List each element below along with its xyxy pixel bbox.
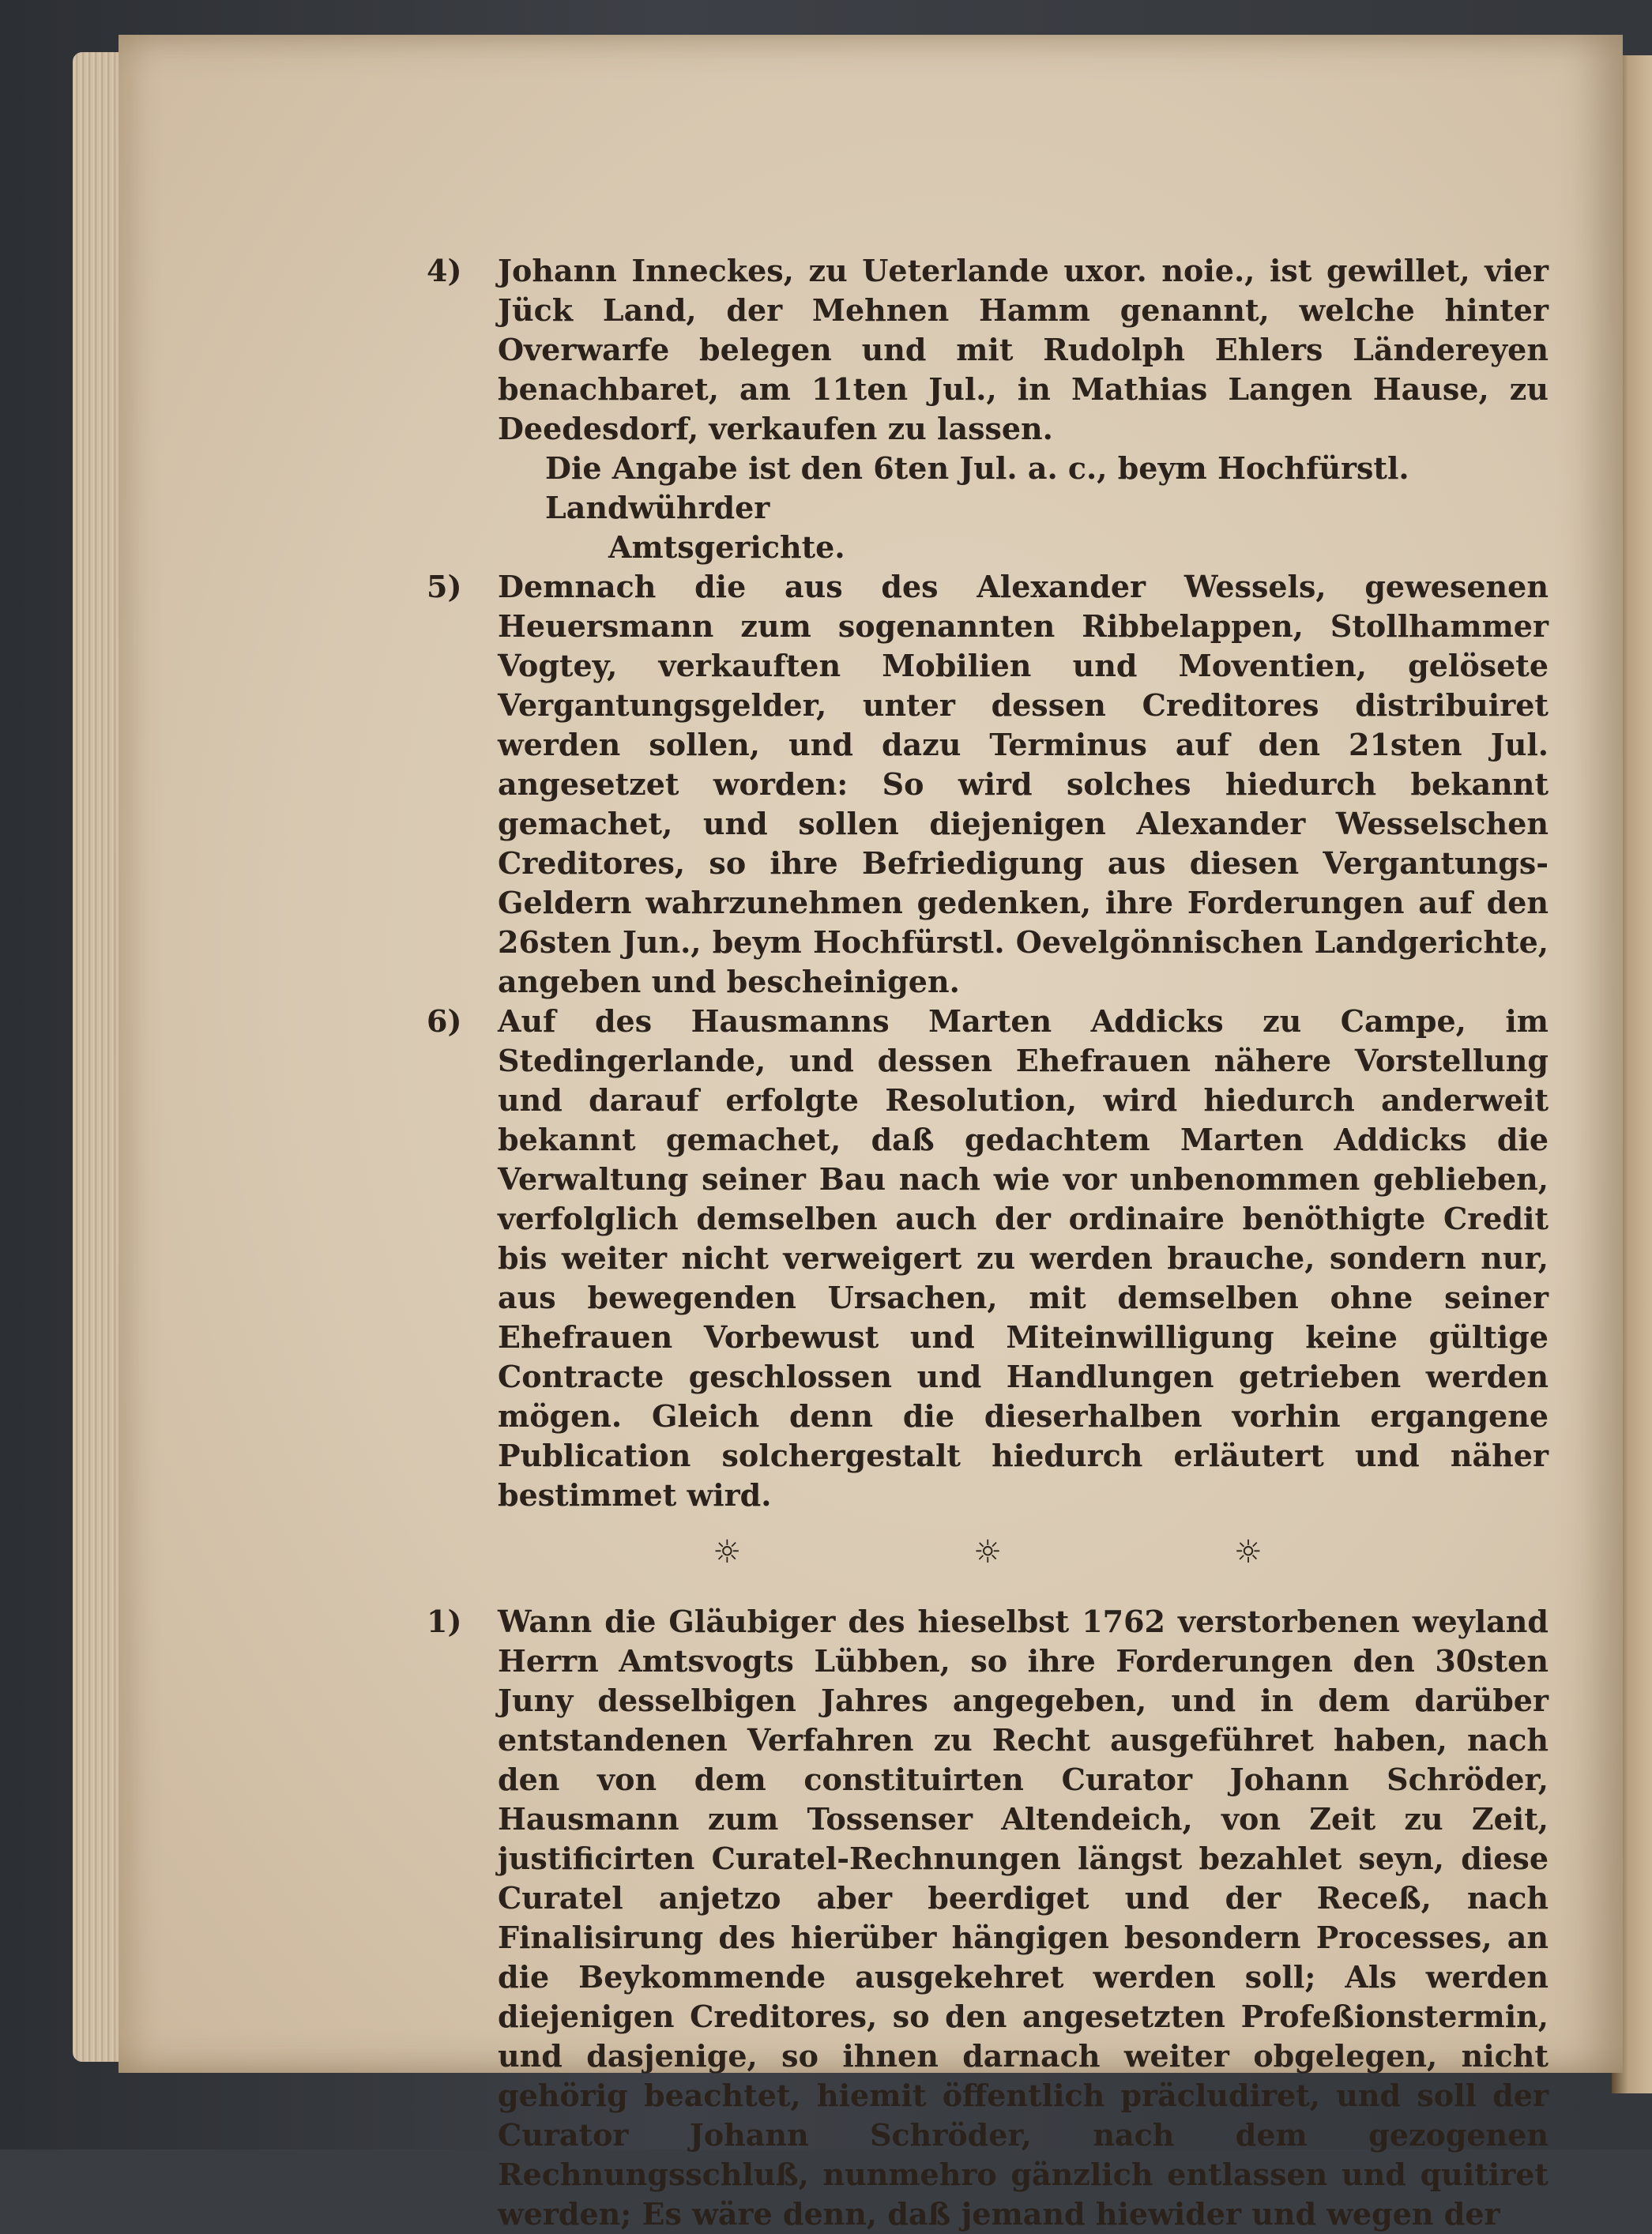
entry-4-note — [427, 449, 1549, 567]
entry-text: Auf des Hausmanns Marten Addicks zu Campe, im Stedingerlande, und dessen Ehefrauen nähere Vorstellung und darauf erfolgte Resolution, wird hiedurch anderweit bekannt gemachet, daß gedachtem Marten Addicks die Verwaltung seiner Bau nach wie vor unbenommen geblieben, verfolglich demselben auch der ordinaire benöthigte Credit bis weiter nicht verweigert zu werden brauche, sondern nur, aus bewegenden Ursachen, mit demselben ohne seiner Ehefrauen Vorbewust und Miteinwilligung keine gültige Contracte geschlossen und Handlungen getrieben werden mögen. Gleich denn die dieserhalben vorhin ergangene Publication solchergestalt hiedurch erläutert und näher bestimmet wird. — [498, 1003, 1549, 1513]
entry-5 — [427, 567, 1549, 1002]
entry-text: Demnach die aus des Alexander Wessels, gewesenen Heuersmann zum sogenannten Ribbelappen, Stollhammer Vogtey, verkauften Mobilien und Moventien, gelösete Vergantungsgelder, unter dessen Creditores distribuiret werden sollen, und dazu Terminus auf den 21sten Jul. angesetzet worden: So wird solches hiedurch bekannt gemachet, und sollen diejenigen Alexander Wesselschen Creditores, so ihre Befriedigung aus diesen Vergantungs-Geldern wahrzunehmen gedenken, ihre Forderungen auf den 26sten Jun., beym Hochfürstl. Oevelgönnischen Landgerichte, angeben und bescheinigen. — [498, 569, 1549, 999]
section-divider-ornaments: ☼ ☼ ☼ — [713, 1533, 1373, 1570]
entry-6 — [427, 1002, 1549, 1515]
entry-1 — [427, 1602, 1549, 2234]
entry-number: 6) — [427, 1003, 462, 1039]
note-line-2: Amtsgerichte. — [608, 529, 845, 565]
entry-number: 1) — [427, 1604, 462, 1639]
entry-number: 5) — [427, 569, 462, 604]
entry-4 — [427, 251, 1549, 449]
entry-number: 4) — [427, 253, 462, 288]
note-line-1: Die Angabe ist den 6ten Jul. a. c., beym Hochfürstl. Landwührder — [545, 450, 1409, 525]
page-text — [427, 251, 1549, 2234]
entry-text: Johann Inneckes, zu Ueterlande uxor. noie., ist gewillet, vier Jück Land, der Mehnen Hamm genannt, welche hinter Overwarfe belegen und mit Rudolph Ehlers Ländereyen benachbaret, am 11ten Jul., in Mathias Langen Hause, zu Deedesdorf, verkaufen zu lassen. — [498, 253, 1549, 446]
entry-text: Wann die Gläubiger des hieselbst 1762 verstorbenen weyland Herrn Amtsvogts Lübben, so ihre Forderungen den 30sten Juny desselbigen Jahres angegeben, und in dem darüber entstandenen Verfahren zu Recht ausgeführet haben, nach den von dem constituirten Curator Johann Schröder, Hausmann zum Tossenser Altendeich, von Zeit zu Zeit, justificirten Curatel-Rechnungen längst bezahlet seyn, diese Curatel anjetzo aber beerdiget und der Receß, nach Finalisirung des hierüber hängigen besondern Processes, an die Beykommende ausgekehret werden soll; Als werden diejenigen Creditores, so den angesetzten Profeßionstermin, und dasjenige, so ihnen darnach weiter obgelegen, nicht gehörig beachtet, hiemit öffentlich präcludiret, und soll der Curator Johann Schröder, nach dem gezogenen Rechnungsschluß, nunmehro gänzlich entlassen und quitiret werden; Es wäre denn, daß jemand hiewider und wegen der — [498, 1604, 1549, 2232]
